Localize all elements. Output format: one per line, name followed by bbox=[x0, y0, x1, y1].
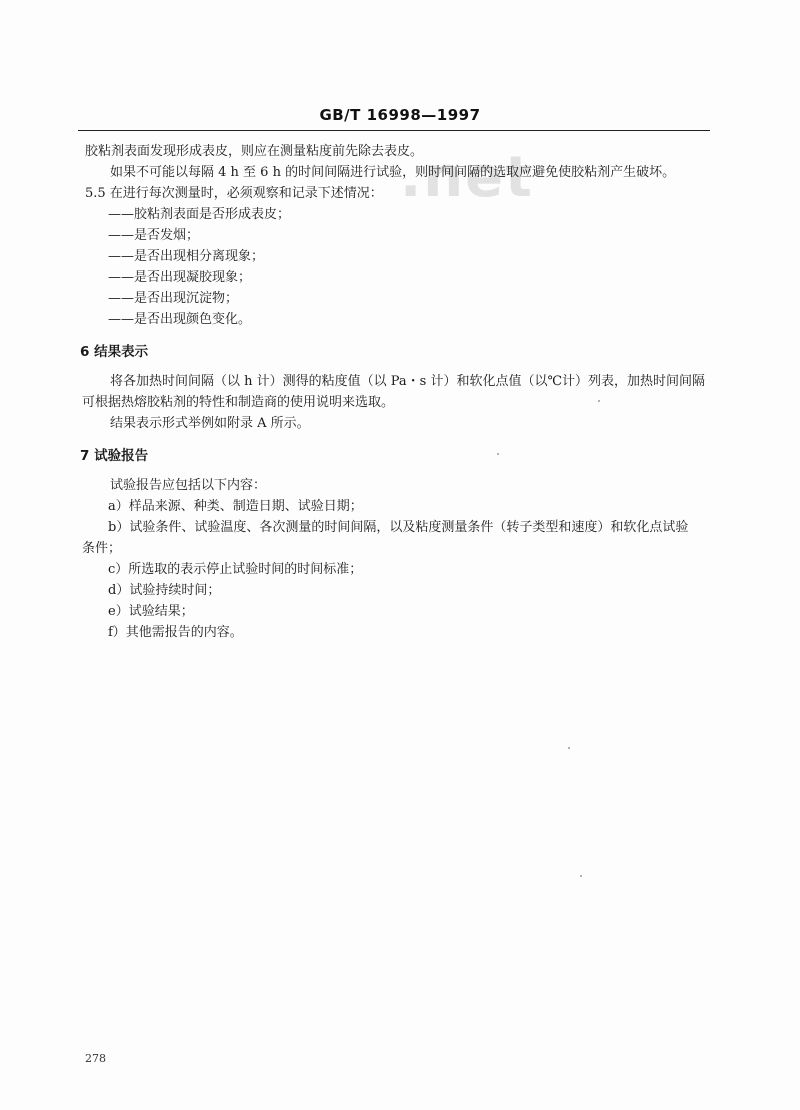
header-rule bbox=[78, 130, 710, 131]
section-6-paragraph-line-2: 可根据热熔胶粘剂的特性和制造商的使用说明来选取。 bbox=[82, 395, 395, 410]
scan-speck bbox=[598, 400, 600, 402]
body-line-2: 如果不可能以每隔 4 h 至 6 h 的时间间隔进行试验，则时间间隔的选取应避免使胶粘剂产生破坏。 bbox=[110, 165, 676, 180]
section-6-heading: 6 结果表示 bbox=[80, 344, 149, 360]
section-6-paragraph-line-1: 将各加热时间间隔（以 h 计）测得的粘度值（以 Pa・s 计）和软化点值（以℃计）列表，加热时间间隔 bbox=[110, 374, 706, 389]
list-item: ——胶粘剂表面是否形成表皮； bbox=[108, 207, 291, 222]
list-item: e）试验结果； bbox=[108, 604, 194, 619]
scan-speck bbox=[497, 453, 499, 455]
list-item: f）其他需报告的内容。 bbox=[108, 625, 243, 640]
scan-speck bbox=[580, 875, 582, 877]
section-5-5-title: 5.5 在进行每次测量时，必须观察和记录下述情况： bbox=[85, 186, 383, 201]
list-item: ——是否出现颜色变化。 bbox=[108, 312, 252, 327]
section-6-paragraph-2: 结果表示形式举例如附录 A 所示。 bbox=[110, 416, 310, 431]
list-item: ——是否出现相分离现象； bbox=[108, 249, 265, 264]
list-item: ——是否出现沉淀物； bbox=[108, 291, 239, 306]
list-item: 条件； bbox=[82, 541, 122, 556]
section-7-intro: 试验报告应包括以下内容： bbox=[110, 478, 267, 493]
list-item: d）试验持续时间； bbox=[108, 583, 221, 598]
list-item: b）试验条件、试验温度、各次测量的时间间隔，以及粘度测量条件（转子类型和速度）和软化点试验 bbox=[108, 520, 689, 535]
list-item: ——是否出现凝胶现象； bbox=[108, 270, 252, 285]
watermark: .net bbox=[400, 145, 534, 210]
page-number: 278 bbox=[85, 1052, 106, 1065]
list-item: c）所选取的表示停止试验时间的时间标准； bbox=[108, 562, 363, 577]
list-item: ——是否发烟； bbox=[108, 228, 200, 243]
standard-number-header: GB/T 16998—1997 bbox=[319, 106, 481, 124]
list-item: a）样品来源、种类、制造日期、试验日期； bbox=[108, 499, 363, 514]
scan-speck bbox=[568, 747, 570, 749]
body-line-1: 胶粘剂表面发现形成表皮，则应在测量粘度前先除去表皮。 bbox=[85, 144, 424, 159]
section-7-heading: 7 试验报告 bbox=[80, 448, 149, 464]
